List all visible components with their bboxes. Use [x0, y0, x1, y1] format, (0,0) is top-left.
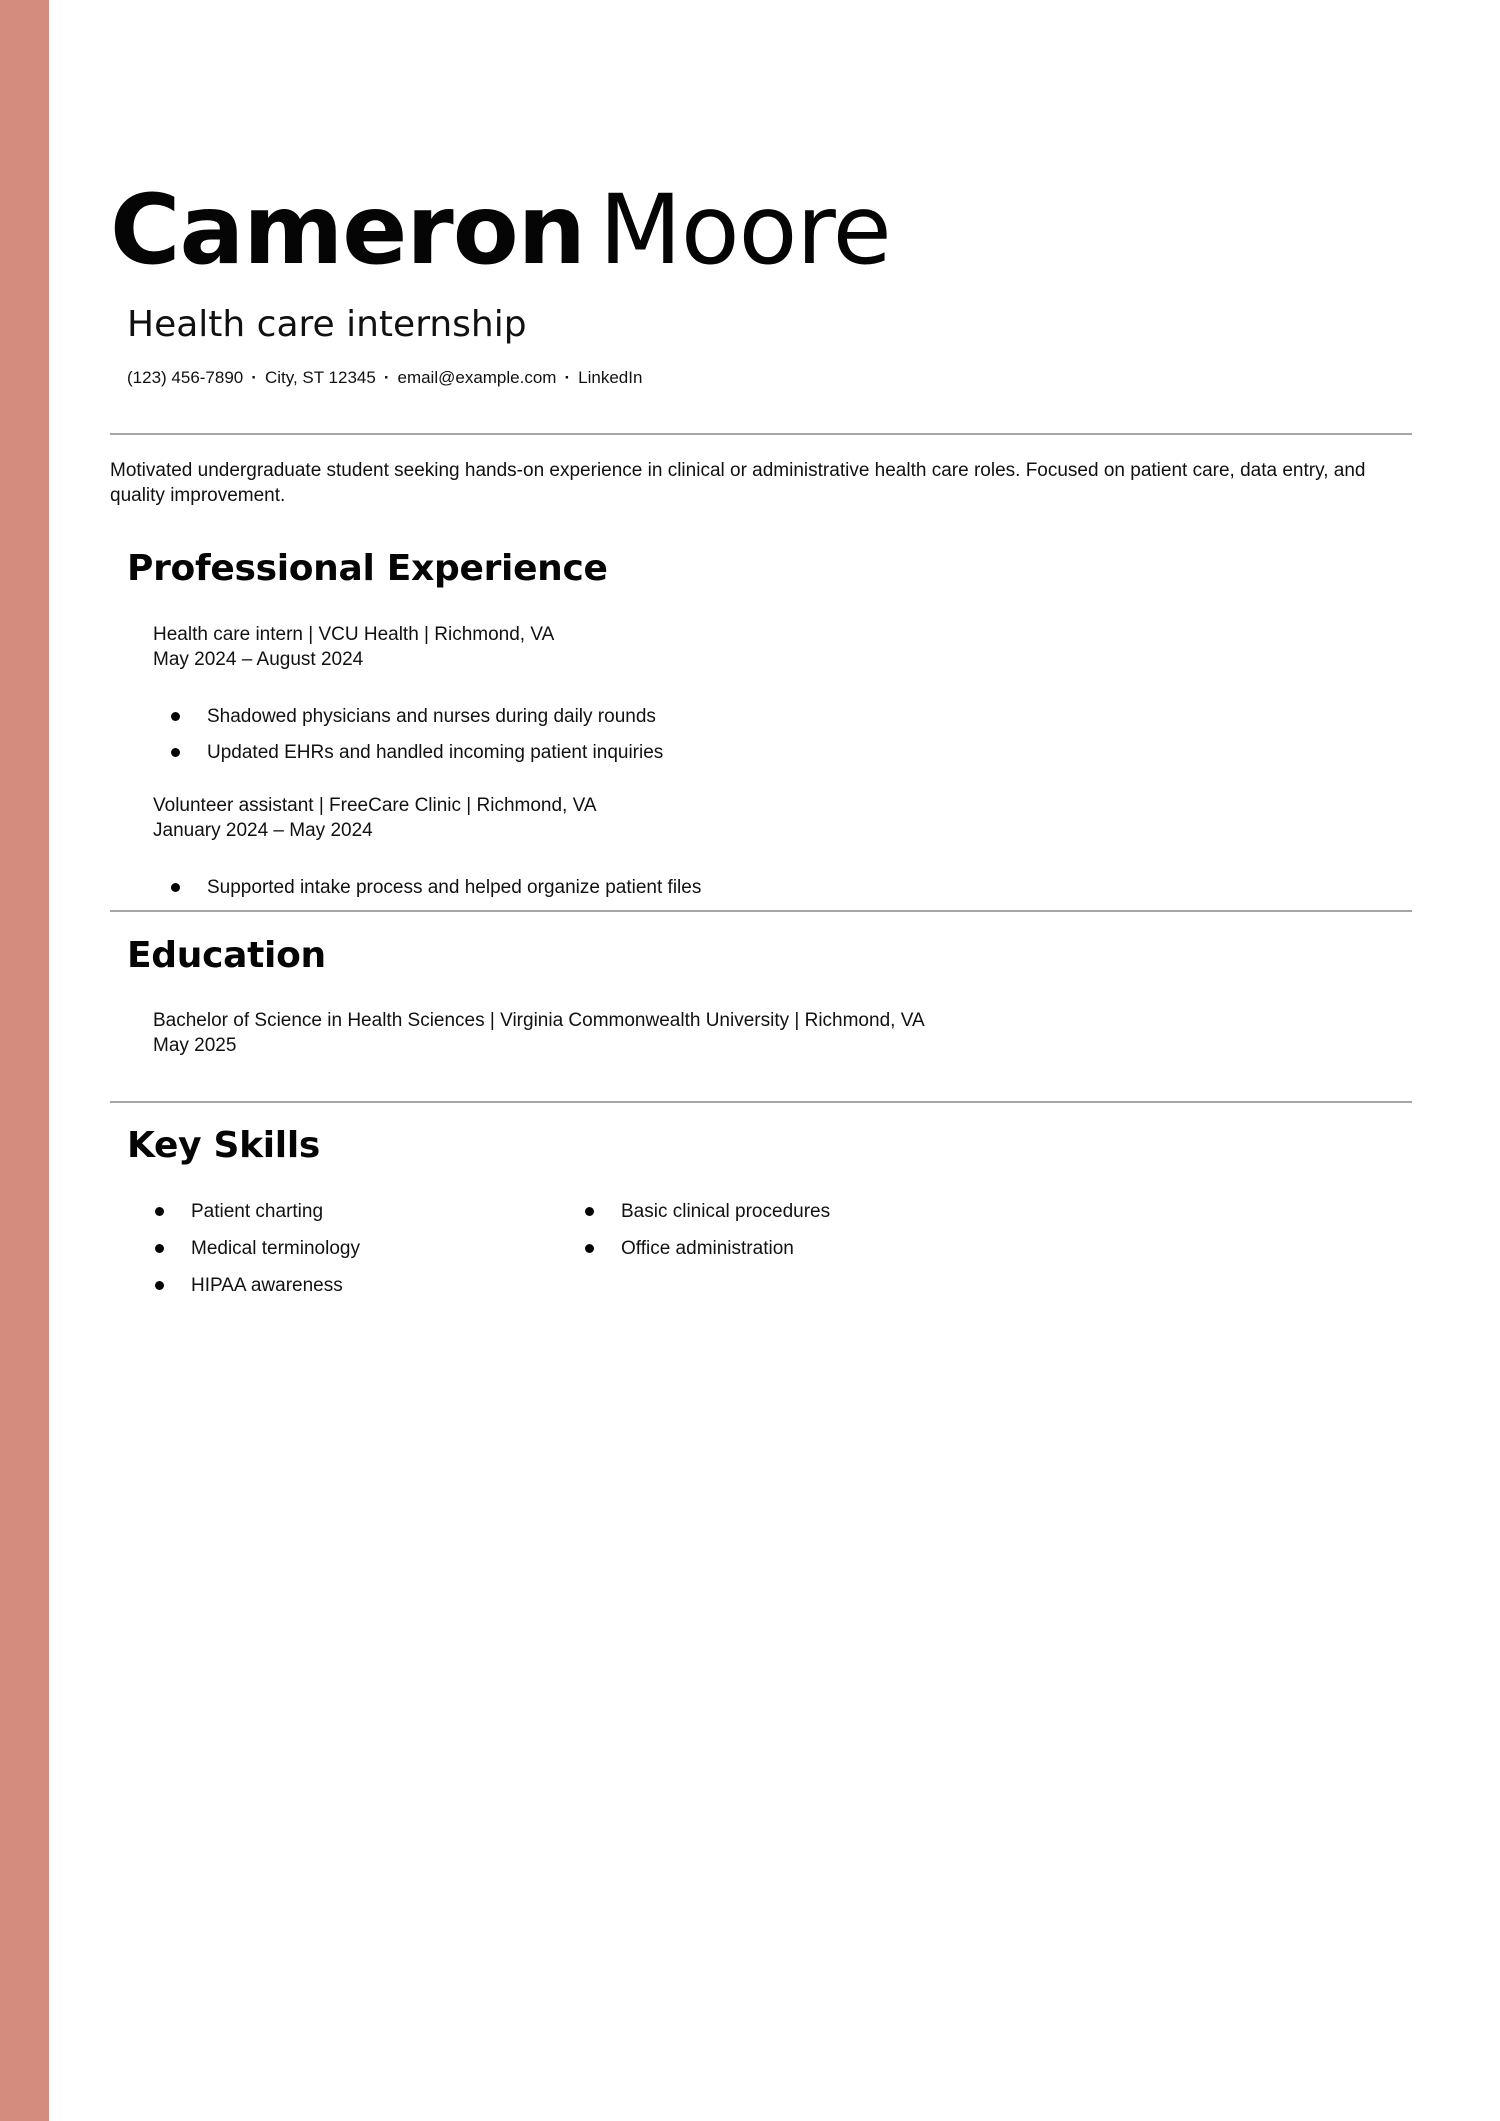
contact-line [127, 366, 642, 390]
contact-email: email@example.com [397, 368, 557, 387]
first-name: Cameron [110, 174, 586, 286]
job-title: Health care internship [127, 304, 527, 345]
section-heading-education: Education [127, 935, 326, 976]
contact-separator: · [251, 368, 257, 387]
summary-paragraph: Motivated undergraduate student seeking hands-on experience in clinical or administrative health care roles. Focused on patient care, data entry, and quality improvement. [110, 460, 1366, 506]
bullet-icon [171, 883, 180, 892]
skill-item-text: Office administration [621, 1238, 794, 1259]
job-dates: May 2024 – August 2024 [153, 649, 364, 670]
education-date: May 2025 [153, 1035, 237, 1056]
list-item-text: Updated EHRs and handled incoming patient inquiries [207, 742, 664, 763]
contact-separator: · [564, 368, 571, 387]
divider-education [110, 1101, 1412, 1103]
section-heading-experience: Professional Experience [127, 548, 608, 589]
list-item-text: Shadowed physicians and nurses during daily rounds [207, 706, 656, 727]
bullet-icon [155, 1207, 164, 1216]
section-heading-skills: Key Skills [127, 1125, 320, 1166]
skill-item-text: Basic clinical procedures [621, 1201, 831, 1222]
list-item-text: Supported intake process and helped organize patient files [207, 877, 702, 898]
last-name: Moore [599, 174, 891, 286]
divider-experience [110, 910, 1412, 912]
skill-item-text: Patient charting [191, 1201, 324, 1222]
job-title-line: Volunteer assistant | FreeCare Clinic | Richmond, VA [153, 795, 597, 816]
bullet-icon [155, 1244, 164, 1253]
job-dates: January 2024 – May 2024 [153, 820, 373, 841]
contact-linkedin: LinkedIn [578, 368, 643, 387]
bullet-icon [171, 712, 180, 721]
skill-item-text: Medical terminology [191, 1238, 360, 1259]
bullet-icon [171, 748, 180, 757]
contact-separator: · [383, 368, 390, 387]
divider-header [110, 433, 1412, 435]
bullet-icon [585, 1207, 594, 1216]
contact-location: City, ST 12345 [264, 368, 376, 387]
skill-item-text: HIPAA awareness [191, 1275, 343, 1296]
education-degree-line: Bachelor of Science in Health Sciences | Virginia Commonwealth University | Richmond, VA [153, 1010, 925, 1031]
job-title-line: Health care intern | VCU Health | Richmond, VA [153, 624, 555, 645]
candidate-name [110, 170, 891, 290]
bullet-icon [155, 1281, 164, 1290]
contact-phone: (123) 456-7890 [127, 368, 244, 387]
bullet-icon [585, 1244, 594, 1253]
